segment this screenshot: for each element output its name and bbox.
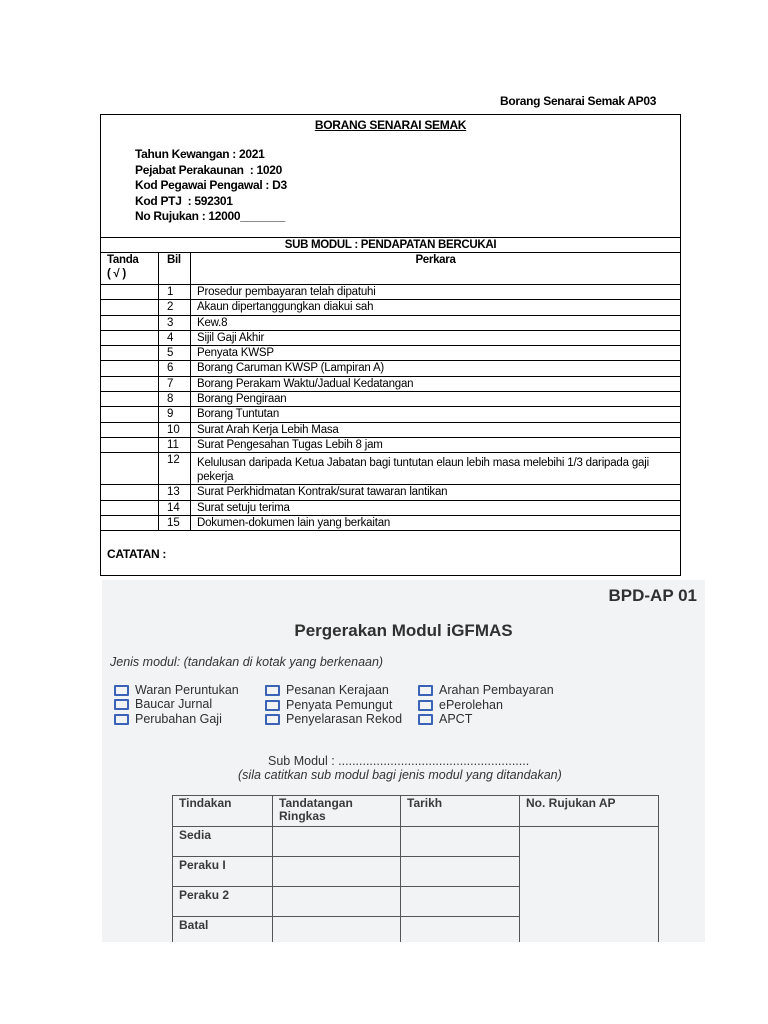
bil-cell: 5 — [159, 346, 191, 361]
perkara-cell: Surat Perkhidmatan Kontrak/surat tawaran lantikan — [191, 485, 681, 500]
perkara-cell: Borang Pengiraan — [191, 392, 681, 407]
option-label: ePerolehan — [439, 698, 503, 712]
tanda-cell[interactable] — [101, 515, 159, 530]
option-penyelarasan-rekod[interactable] — [265, 712, 402, 726]
perkara-cell: Akaun dipertanggungkan diakui sah — [191, 300, 681, 315]
checklist-row — [101, 515, 681, 530]
header-tarikh: Tarikh — [401, 796, 520, 827]
bil-cell: 8 — [159, 392, 191, 407]
tindakan-cell: Peraku 2 — [173, 887, 273, 917]
option-apct[interactable] — [418, 712, 472, 726]
option-label: Penyelarasan Rekod — [286, 712, 403, 726]
checklist-row — [101, 330, 681, 345]
checklist-row — [101, 485, 681, 500]
tanda-cell[interactable] — [101, 453, 159, 485]
form-code: Borang Senarai Semak AP03 — [500, 94, 657, 108]
meta-kod-pegawai-pengawal: Kod Pegawai Pengawal : D3 — [135, 178, 287, 192]
tanda-cell[interactable] — [101, 346, 159, 361]
perkara-cell: Kelulusan daripada Ketua Jabatan bagi tuntutan elaun lebih masa melebihi 1/3 daripada gaji pekerja — [191, 453, 681, 485]
tindakan-cell: Sedia — [173, 827, 273, 857]
tanda-cell[interactable] — [101, 422, 159, 437]
checklist-row — [101, 500, 681, 515]
module-instruction: Jenis modul: (tandakan di kotak yang berkenaan) — [110, 655, 384, 669]
checkbox-icon[interactable] — [114, 699, 129, 710]
option-label: Arahan Pembayaran — [439, 683, 554, 697]
module-sub-modul: Sub Modul : ....................................................... — [268, 754, 530, 768]
meta-pejabat-perakaunan: Pejabat Perakaunan : 1020 — [135, 162, 282, 177]
bil-cell: 6 — [159, 361, 191, 376]
checkbox-icon[interactable] — [418, 700, 433, 711]
tanda-cell[interactable] — [101, 500, 159, 515]
bil-cell: 12 — [159, 453, 191, 485]
bil-cell: 2 — [159, 300, 191, 315]
option-waran-peruntukan[interactable] — [114, 683, 239, 697]
checkbox-icon[interactable] — [265, 714, 280, 725]
signature-cell[interactable] — [273, 827, 401, 857]
option-label: Perubahan Gaji — [135, 712, 222, 726]
tanda-cell[interactable] — [101, 437, 159, 452]
perkara-cell: Borang Perakam Waktu/Jadual Kedatangan — [191, 376, 681, 391]
checkbox-icon[interactable] — [114, 685, 129, 696]
catatan-label: CATATAN : — [107, 547, 167, 561]
signature-cell[interactable] — [273, 917, 401, 943]
movement-row — [173, 827, 659, 857]
option-arahan-pembayaran[interactable] — [418, 683, 554, 697]
checklist-row — [101, 437, 681, 452]
rujukan-cell[interactable] — [520, 827, 659, 943]
checkbox-icon[interactable] — [418, 685, 433, 696]
perkara-cell: Borang Tuntutan — [191, 407, 681, 422]
tindakan-cell: Peraku I — [173, 857, 273, 887]
option-pesanan-kerajaan[interactable] — [265, 683, 389, 697]
checklist-row — [101, 392, 681, 407]
date-cell[interactable] — [401, 857, 520, 887]
tanda-cell[interactable] — [101, 330, 159, 345]
checklist-table — [100, 237, 681, 531]
bil-cell: 10 — [159, 422, 191, 437]
date-cell[interactable] — [401, 887, 520, 917]
option-label: Baucar Jurnal — [135, 697, 213, 711]
option-eperolehan[interactable] — [418, 698, 503, 712]
bil-cell: 7 — [159, 376, 191, 391]
module-movement-form — [102, 580, 705, 942]
perkara-cell: Sijil Gaji Akhir — [191, 330, 681, 345]
tanda-cell[interactable] — [101, 300, 159, 315]
checklist-row — [101, 300, 681, 315]
tanda-cell[interactable] — [101, 485, 159, 500]
option-label: Penyata Pemungut — [286, 698, 393, 712]
option-label: Waran Peruntukan — [135, 683, 239, 697]
header-tanda-label: Tanda — [107, 254, 139, 266]
header-bil: Bil — [159, 253, 191, 285]
bil-cell: 9 — [159, 407, 191, 422]
tanda-cell[interactable] — [101, 407, 159, 422]
checklist-row — [101, 376, 681, 391]
header-tanda-mark: ( √ ) — [107, 268, 126, 280]
checklist-row — [101, 346, 681, 361]
perkara-cell: Surat Arah Kerja Lebih Masa — [191, 422, 681, 437]
tanda-cell[interactable] — [101, 392, 159, 407]
bil-cell: 4 — [159, 330, 191, 345]
module-form-code: BPD-AP 01 — [608, 586, 697, 605]
checkbox-icon[interactable] — [418, 714, 433, 725]
module-title: Pergerakan Modul iGFMAS — [294, 621, 513, 640]
signature-cell[interactable] — [273, 887, 401, 917]
option-baucar-jurnal[interactable] — [114, 697, 212, 711]
bil-cell: 15 — [159, 515, 191, 530]
signature-cell[interactable] — [273, 857, 401, 887]
checklist-row — [101, 315, 681, 330]
checklist-row — [101, 422, 681, 437]
tanda-cell[interactable] — [101, 376, 159, 391]
tanda-cell[interactable] — [101, 361, 159, 376]
header-no-rujukan-ap: No. Rujukan AP — [520, 796, 659, 827]
bil-cell: 13 — [159, 485, 191, 500]
checklist-row — [101, 407, 681, 422]
date-cell[interactable] — [401, 827, 520, 857]
option-perubahan-gaji[interactable] — [114, 712, 222, 726]
checkbox-icon[interactable] — [265, 700, 280, 711]
meta-kod-ptj: Kod PTJ : 592301 — [135, 193, 233, 208]
option-label: APCT — [439, 712, 473, 726]
perkara-cell: Surat setuju terima — [191, 500, 681, 515]
option-penyata-pemungut[interactable] — [265, 698, 392, 712]
meta-tahun-kewangan: Tahun Kewangan : 2021 — [135, 147, 265, 161]
perkara-cell: Surat Pengesahan Tugas Lebih 8 jam — [191, 437, 681, 452]
header-tindakan: Tindakan — [173, 796, 273, 827]
movement-table — [172, 795, 659, 942]
sub-modul-heading: SUB MODUL : PENDAPATAN BERCUKAI — [101, 238, 681, 253]
perkara-cell: Dokumen-dokumen lain yang berkaitan — [191, 515, 681, 530]
perkara-cell: Borang Caruman KWSP (Lampiran A) — [191, 361, 681, 376]
bil-cell: 14 — [159, 500, 191, 515]
perkara-cell: Prosedur pembayaran telah dipatuhi — [191, 285, 681, 300]
checkbox-icon[interactable] — [265, 685, 280, 696]
header-tanda — [101, 253, 159, 285]
option-label: Pesanan Kerajaan — [286, 683, 389, 697]
checklist-row — [101, 285, 681, 300]
checklist-row — [101, 361, 681, 376]
bil-cell: 1 — [159, 285, 191, 300]
form-meta — [135, 147, 287, 225]
form-title: BORANG SENARAI SEMAK — [314, 118, 467, 132]
perkara-cell: Kew.8 — [191, 315, 681, 330]
checkbox-icon[interactable] — [114, 714, 129, 725]
module-sub-note: (sila catitkan sub modul bagi jenis modul yang ditandakan) — [238, 768, 562, 782]
header-perkara: Perkara — [191, 253, 681, 285]
tanda-cell[interactable] — [101, 315, 159, 330]
tanda-cell[interactable] — [101, 285, 159, 300]
header-tandatangan-ringkas: Tandatangan Ringkas — [273, 796, 401, 827]
tindakan-cell: Batal — [173, 917, 273, 943]
checklist-form — [100, 114, 681, 576]
checklist-row — [101, 453, 681, 485]
bil-cell: 11 — [159, 437, 191, 452]
meta-no-rujukan: No Rujukan : 12000_______ — [135, 209, 285, 223]
perkara-cell: Penyata KWSP — [191, 346, 681, 361]
bil-cell: 3 — [159, 315, 191, 330]
date-cell[interactable] — [401, 917, 520, 943]
